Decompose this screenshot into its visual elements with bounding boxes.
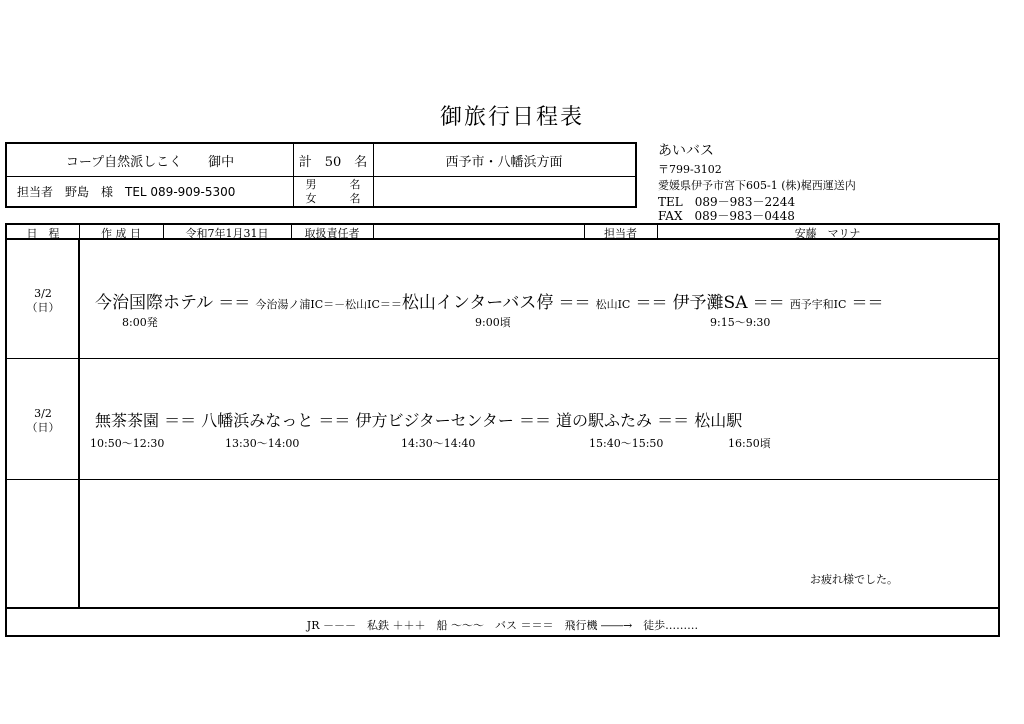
bus-connector: ＝＝ — [518, 411, 551, 430]
closing-message: お疲れ様でした。 — [810, 573, 898, 586]
bus-connector: ＝＝ — [635, 293, 668, 312]
stop-yawatahama-minatto: 八幡浜みなっと — [201, 411, 314, 430]
day1-time-1: 8:00発 — [122, 316, 158, 329]
day2-route — [95, 408, 742, 431]
day1-route — [95, 288, 884, 313]
bus-connector: ＝＝ — [218, 293, 251, 312]
header-schedule: 日 程 — [26, 227, 60, 240]
day1-weekday: （日） — [26, 301, 60, 314]
day2-time-2: 13:30～14:00 — [225, 437, 300, 450]
document-title: 御旅行日程表 — [439, 105, 584, 130]
header-staff-name: 安藤 マリナ — [794, 227, 861, 240]
day2-date-cell — [7, 407, 79, 435]
bus-connector: ＝＝ — [752, 293, 785, 312]
company-tel: TEL 089－983－2244 — [658, 195, 796, 209]
stop-imabari-hotel: 今治国際ホテル — [95, 293, 214, 313]
day2-time-3: 14:30～14:40 — [401, 437, 476, 450]
client-info-box — [5, 142, 637, 208]
expressway-segment: 今治湯ノ浦IC＝－松山IC＝＝ — [255, 298, 402, 311]
day2-time-4: 15:40～15:50 — [589, 437, 664, 450]
day1-date: 3/2 — [34, 287, 52, 300]
stop-ikata-visitor-center: 伊方ビジターセンター — [355, 411, 514, 430]
stop-matsuyama-station: 松山駅 — [694, 411, 743, 430]
bus-connector: ＝＝ — [657, 411, 690, 430]
contact-person: 担当者 野島 様 TEL 089-909-5300 — [17, 185, 236, 199]
day2-time-5: 16:50頃 — [728, 437, 771, 450]
stop-iyonada-sa: 伊予灘SA — [672, 293, 748, 313]
bus-connector: ＝＝ — [318, 411, 351, 430]
stop-michinoeki-futami: 道の駅ふたみ — [556, 411, 653, 430]
schedule-table — [5, 223, 1000, 637]
day1-date-cell — [7, 287, 79, 315]
company-name: あいバス — [658, 143, 714, 159]
transport-legend: JR －－－ 私鉄 ＋＋＋ 船 ～～～ バス ＝＝＝ 飛行機 ――→ 徒歩……… — [306, 619, 699, 632]
header-manager-label: 取扱責任者 — [304, 227, 360, 240]
destination: 西予市・八幡浜方面 — [445, 154, 563, 170]
company-address: 愛媛県伊予市宮下605-1 (株)梶西運送内 — [658, 179, 856, 192]
day1-time-2: 9:00頃 — [475, 316, 511, 329]
bus-connector: ＝＝ — [164, 411, 197, 430]
company-info — [658, 143, 856, 222]
male-count: 男 名 — [305, 178, 361, 191]
day2-time-1: 10:50～12:30 — [90, 437, 165, 450]
stop-matsuyama-inter: 松山インターバス停 — [401, 293, 554, 313]
female-count: 女 名 — [305, 192, 361, 205]
header-created-date: 令和7年1月31日 — [185, 227, 269, 240]
bus-connector: ＝＝ — [558, 293, 591, 312]
stop-seiyo-uwa-ic: 西予宇和IC — [789, 298, 847, 311]
header-created-label: 作 成 日 — [101, 227, 141, 240]
stop-mucha-chaen: 無茶茶園 — [95, 411, 160, 430]
header-staff-label: 担当者 — [604, 227, 637, 240]
day2-date: 3/2 — [34, 407, 52, 420]
day2-weekday: （日） — [26, 421, 60, 434]
total-participants: 計 50 名 — [298, 154, 368, 170]
day1-time-3: 9:15～9:30 — [710, 316, 771, 329]
client-name: コープ自然派しこく 御中 — [65, 154, 235, 170]
company-fax: FAX 089－983－0448 — [658, 209, 795, 223]
bus-connector: ＝＝ — [851, 293, 884, 312]
stop-matsuyama-ic: 松山IC — [595, 298, 631, 311]
company-postal: 〒799-3102 — [658, 163, 722, 176]
